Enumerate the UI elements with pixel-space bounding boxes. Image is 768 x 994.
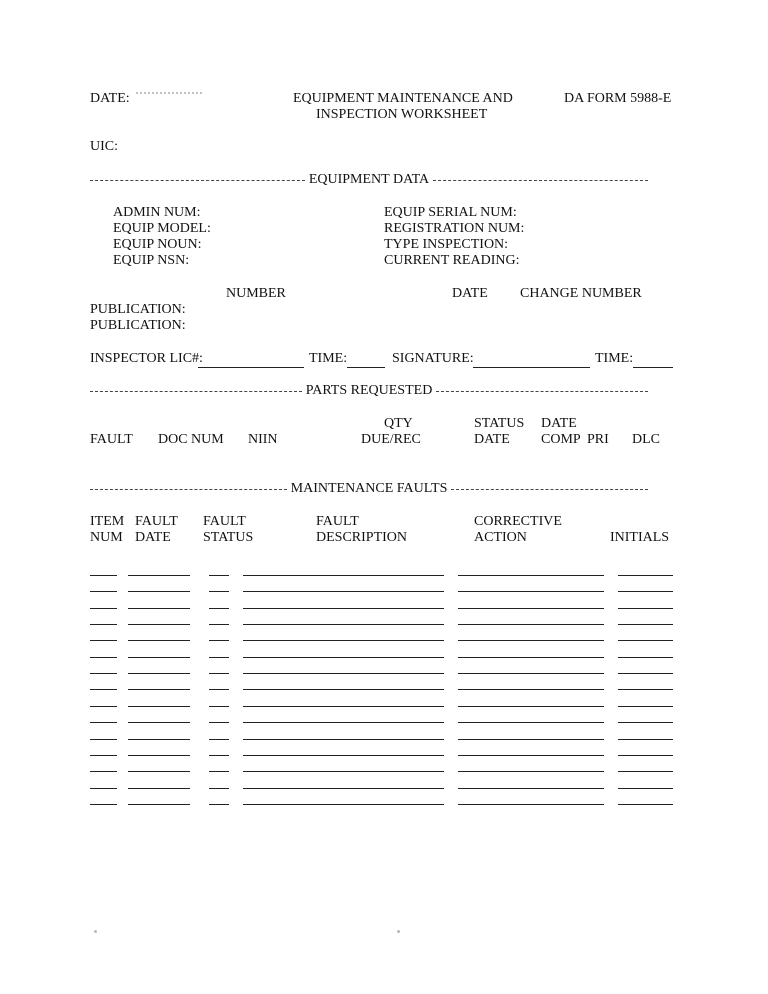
fault-description-field[interactable] bbox=[243, 790, 444, 805]
section-title: MAINTENANCE FAULTS bbox=[290, 481, 448, 496]
corrective-action-field[interactable] bbox=[458, 659, 604, 674]
fault-status-field[interactable] bbox=[209, 675, 229, 690]
item-num-field[interactable] bbox=[90, 774, 117, 789]
dlc-header: DLC bbox=[632, 432, 660, 447]
fault-date-field[interactable] bbox=[128, 659, 190, 674]
fault-status-field[interactable] bbox=[209, 610, 229, 625]
fault-status-header: FAULT bbox=[203, 514, 246, 529]
initials-field[interactable] bbox=[618, 790, 673, 805]
status-header: STATUS bbox=[474, 416, 525, 431]
fault-description-field[interactable] bbox=[243, 692, 444, 707]
item-num-field[interactable] bbox=[90, 757, 117, 772]
form-title-line2: INSPECTION WORKSHEET bbox=[316, 107, 488, 122]
fault-date-field[interactable] bbox=[128, 708, 190, 723]
corrective-action-field[interactable] bbox=[458, 790, 604, 805]
corrective-action-field[interactable] bbox=[458, 741, 604, 756]
initials-field[interactable] bbox=[618, 610, 673, 625]
corrective-action-field[interactable] bbox=[458, 626, 604, 641]
date-label: DATE: bbox=[90, 91, 130, 106]
fault-status-field[interactable] bbox=[209, 626, 229, 641]
item-num-field[interactable] bbox=[90, 659, 117, 674]
initials-field[interactable] bbox=[618, 577, 673, 592]
date-header: DATE bbox=[135, 530, 171, 545]
fault-status-field[interactable] bbox=[209, 577, 229, 592]
fault-date-field[interactable] bbox=[128, 774, 190, 789]
niin-header: NIIN bbox=[248, 432, 278, 447]
due-rec-header: DUE/REC bbox=[361, 432, 421, 447]
fault-description-field[interactable] bbox=[243, 675, 444, 690]
item-num-field[interactable] bbox=[90, 594, 117, 609]
initials-field[interactable] bbox=[618, 757, 673, 772]
section-parts-requested bbox=[90, 383, 648, 399]
signature-field[interactable] bbox=[473, 351, 590, 368]
corrective-action-field[interactable] bbox=[458, 675, 604, 690]
item-num-field[interactable] bbox=[90, 708, 117, 723]
fault-date-field[interactable] bbox=[128, 741, 190, 756]
doc-num-header: DOC NUM bbox=[158, 432, 224, 447]
fault-date-field[interactable] bbox=[128, 692, 190, 707]
fault-description-field[interactable] bbox=[243, 643, 444, 658]
admin-num-label: ADMIN NUM: bbox=[113, 205, 201, 220]
form-title-line1: EQUIPMENT MAINTENANCE AND bbox=[293, 91, 513, 106]
corrective-action-header: CORRECTIVE bbox=[474, 514, 562, 529]
pub-date-header: DATE bbox=[452, 286, 488, 301]
initials-field[interactable] bbox=[618, 659, 673, 674]
item-num-field[interactable] bbox=[90, 725, 117, 740]
fault-status-field[interactable] bbox=[209, 594, 229, 609]
fault-description-field[interactable] bbox=[243, 659, 444, 674]
fault-status-field[interactable] bbox=[209, 757, 229, 772]
initials-field[interactable] bbox=[618, 741, 673, 756]
section-equipment-data bbox=[90, 172, 648, 188]
description-header: DESCRIPTION bbox=[316, 530, 408, 545]
time-field[interactable] bbox=[633, 351, 673, 368]
section-maintenance-faults bbox=[90, 481, 648, 497]
item-num-field[interactable] bbox=[90, 692, 117, 707]
initials-field[interactable] bbox=[618, 626, 673, 641]
corrective-action-field[interactable] bbox=[458, 692, 604, 707]
publication-label: PUBLICATION: bbox=[90, 318, 186, 333]
divider bbox=[90, 489, 287, 490]
corrective-action-field[interactable] bbox=[458, 561, 604, 576]
fault-date-field[interactable] bbox=[128, 577, 190, 592]
divider bbox=[433, 180, 648, 181]
item-num-field[interactable] bbox=[90, 626, 117, 641]
item-num-field[interactable] bbox=[90, 675, 117, 690]
initials-field[interactable] bbox=[618, 692, 673, 707]
fault-description-field[interactable] bbox=[243, 561, 444, 576]
fault-date-field[interactable] bbox=[128, 626, 190, 641]
fault-status-field[interactable] bbox=[209, 790, 229, 805]
initials-field[interactable] bbox=[618, 643, 673, 658]
pri-header: PRI bbox=[587, 432, 609, 447]
inspector-lic-label: INSPECTOR LIC#: bbox=[90, 351, 203, 366]
inspector-lic-field[interactable] bbox=[198, 351, 304, 368]
current-reading-label: CURRENT READING: bbox=[384, 253, 520, 268]
fault-description-field[interactable] bbox=[243, 594, 444, 609]
divider bbox=[90, 180, 305, 181]
equip-serial-num-label: EQUIP SERIAL NUM: bbox=[384, 205, 517, 220]
initials-header: INITIALS bbox=[610, 530, 670, 545]
item-num-field[interactable] bbox=[90, 561, 117, 576]
publication-label: PUBLICATION: bbox=[90, 302, 186, 317]
fault-date-header: FAULT bbox=[135, 514, 178, 529]
fault-status-field[interactable] bbox=[209, 659, 229, 674]
fault-description-field[interactable] bbox=[243, 725, 444, 740]
divider bbox=[451, 489, 648, 490]
fault-date-field[interactable] bbox=[128, 610, 190, 625]
initials-field[interactable] bbox=[618, 725, 673, 740]
fault-description-field[interactable] bbox=[243, 757, 444, 772]
corrective-action-field[interactable] bbox=[458, 757, 604, 772]
form-id: DA FORM 5988-E bbox=[564, 91, 672, 106]
initials-field[interactable] bbox=[618, 594, 673, 609]
pub-change-number-header: CHANGE NUMBER bbox=[520, 286, 642, 301]
fault-description-header: FAULT bbox=[316, 514, 359, 529]
fault-date-field[interactable] bbox=[128, 643, 190, 658]
redacted-date-value bbox=[136, 92, 202, 98]
section-title: EQUIPMENT DATA bbox=[308, 172, 430, 187]
item-num-field[interactable] bbox=[90, 741, 117, 756]
date-header: DATE bbox=[541, 416, 577, 431]
scan-mark bbox=[94, 930, 97, 933]
divider bbox=[436, 391, 648, 392]
corrective-action-field[interactable] bbox=[458, 708, 604, 723]
status-header: STATUS bbox=[203, 530, 254, 545]
fault-status-field[interactable] bbox=[209, 741, 229, 756]
fault-date-field[interactable] bbox=[128, 675, 190, 690]
fault-status-field[interactable] bbox=[209, 692, 229, 707]
initials-field[interactable] bbox=[618, 774, 673, 789]
initials-field[interactable] bbox=[618, 708, 673, 723]
num-header: NUM bbox=[90, 530, 123, 545]
uic-label: UIC: bbox=[90, 139, 118, 154]
status-date-header: DATE bbox=[474, 432, 510, 447]
comp-header: COMP bbox=[541, 432, 581, 447]
fault-date-field[interactable] bbox=[128, 790, 190, 805]
fault-status-field[interactable] bbox=[209, 725, 229, 740]
fault-description-field[interactable] bbox=[243, 610, 444, 625]
fault-date-field[interactable] bbox=[128, 757, 190, 772]
section-title: PARTS REQUESTED bbox=[305, 383, 433, 398]
fault-status-field[interactable] bbox=[209, 774, 229, 789]
fault-status-field[interactable] bbox=[209, 708, 229, 723]
equip-noun-label: EQUIP NOUN: bbox=[113, 237, 202, 252]
fault-status-field[interactable] bbox=[209, 561, 229, 576]
fault-status-field[interactable] bbox=[209, 643, 229, 658]
signature-label: SIGNATURE: bbox=[392, 351, 474, 366]
fault-description-field[interactable] bbox=[243, 708, 444, 723]
initials-field[interactable] bbox=[618, 561, 673, 576]
qty-header: QTY bbox=[384, 416, 413, 431]
corrective-action-field[interactable] bbox=[458, 610, 604, 625]
equip-nsn-label: EQUIP NSN: bbox=[113, 253, 190, 268]
corrective-action-field[interactable] bbox=[458, 774, 604, 789]
item-num-field[interactable] bbox=[90, 643, 117, 658]
initials-field[interactable] bbox=[618, 675, 673, 690]
fault-description-field[interactable] bbox=[243, 774, 444, 789]
item-num-field[interactable] bbox=[90, 790, 117, 805]
item-num-field[interactable] bbox=[90, 610, 117, 625]
corrective-action-field[interactable] bbox=[458, 577, 604, 592]
item-num-field[interactable] bbox=[90, 577, 117, 592]
registration-num-label: REGISTRATION NUM: bbox=[384, 221, 525, 236]
equip-model-label: EQUIP MODEL: bbox=[113, 221, 211, 236]
scan-mark bbox=[397, 930, 400, 933]
time-field[interactable] bbox=[347, 351, 385, 368]
corrective-action-field[interactable] bbox=[458, 594, 604, 609]
fault-description-field[interactable] bbox=[243, 741, 444, 756]
time-label: TIME: bbox=[309, 351, 348, 366]
pub-number-header: NUMBER bbox=[226, 286, 286, 301]
divider bbox=[90, 391, 302, 392]
fault-date-field[interactable] bbox=[128, 561, 190, 576]
corrective-action-field[interactable] bbox=[458, 643, 604, 658]
fault-date-field[interactable] bbox=[128, 725, 190, 740]
item-header: ITEM bbox=[90, 514, 125, 529]
action-header: ACTION bbox=[474, 530, 527, 545]
fault-description-field[interactable] bbox=[243, 626, 444, 641]
corrective-action-field[interactable] bbox=[458, 725, 604, 740]
time-label: TIME: bbox=[595, 351, 634, 366]
fault-header: FAULT bbox=[90, 432, 133, 447]
fault-date-field[interactable] bbox=[128, 594, 190, 609]
type-inspection-label: TYPE INSPECTION: bbox=[384, 237, 509, 252]
table-row bbox=[0, 792, 768, 808]
fault-description-field[interactable] bbox=[243, 577, 444, 592]
